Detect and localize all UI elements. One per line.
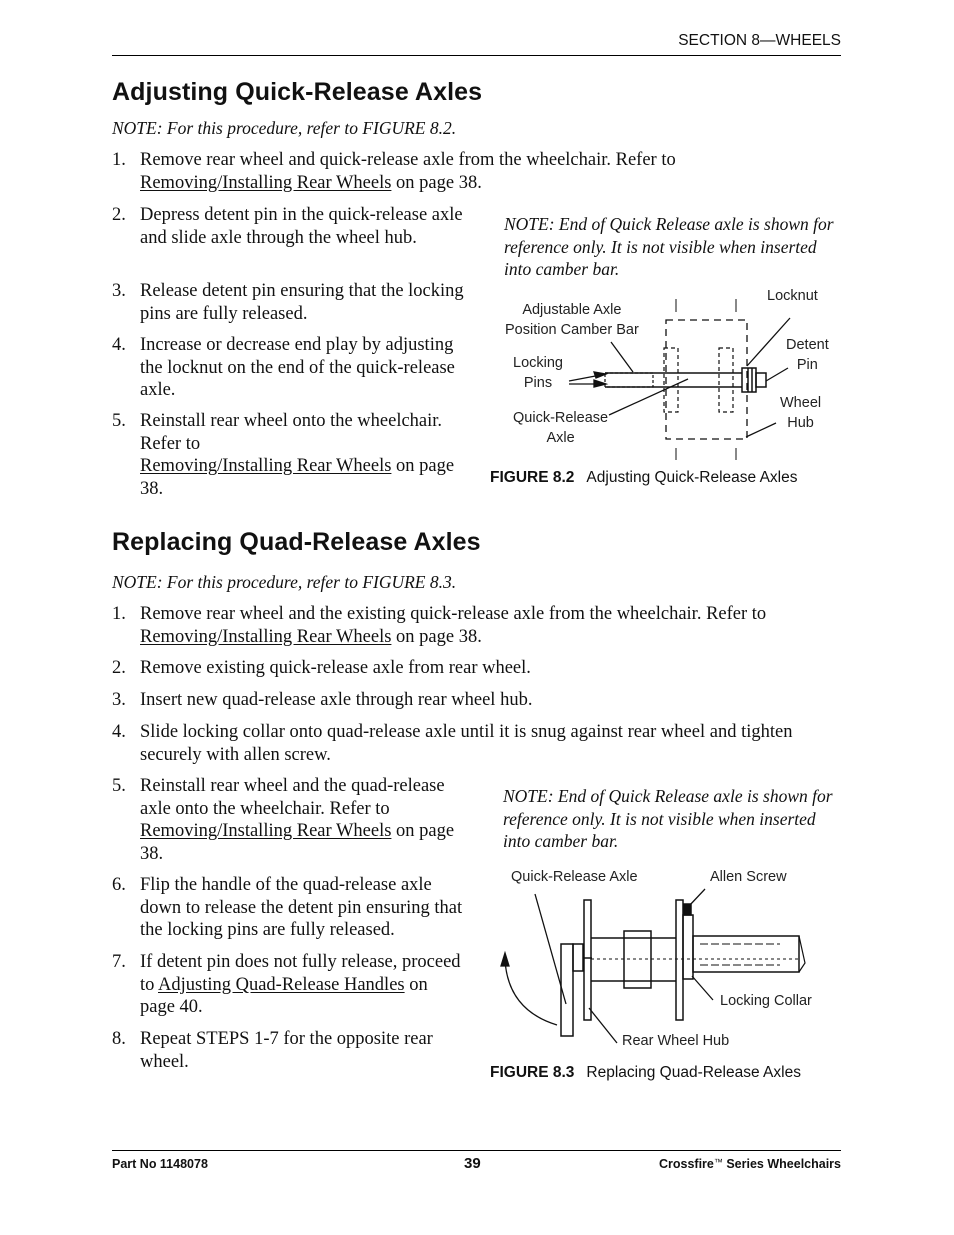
section-header: SECTION 8—WHEELS <box>678 32 841 49</box>
step-number: 5. <box>112 411 126 431</box>
link-removing-installing-rear-wheels[interactable]: Removing/Installing Rear Wheels <box>140 172 392 193</box>
section-title-replacing: Replacing Quad-Release Axles <box>112 528 481 556</box>
step-text: Remove rear wheel and the existing quick-release axle from the wheelchair. Refer to <box>140 604 767 624</box>
link-removing-installing-rear-wheels[interactable]: Removing/Installing Rear Wheels <box>140 456 392 476</box>
label-wheel-hub: Wheel Hub <box>780 395 822 431</box>
step-text: Increase or decrease end play by adjusting the locknut on the end of the quick-release axle. <box>140 335 455 400</box>
procedure-note: NOTE: For this procedure, refer to FIGURE 8.2. <box>112 118 457 138</box>
step-text: Depress detent pin in the quick-release axle and slide axle through the wheel hub. <box>140 205 463 248</box>
step-text: Remove existing quick-release axle from rear wheel. <box>140 658 531 678</box>
page-number: 39 <box>464 1155 481 1172</box>
step-number: 1. <box>112 604 126 624</box>
section-title-adjusting: Adjusting Quick-Release Axles <box>112 78 483 106</box>
link-adjusting-quad-release-handles[interactable]: Adjusting Quad-Release Handles <box>158 974 405 995</box>
link-removing-installing-rear-wheels[interactable]: Removing/Installing Rear Wheels <box>140 821 392 841</box>
step-number: 4. <box>112 722 126 742</box>
label-adjustable-axle: Adjustable Axle Position Camber Bar <box>505 302 639 338</box>
label-rear-wheel-hub: Rear Wheel Hub <box>622 1033 730 1049</box>
label-quick-release-axle: Quick-Release Axle <box>513 410 609 446</box>
figure-note: NOTE: End of Quick Release axle is shown for reference only. It is not visible when inserted into camber bar. <box>503 786 833 851</box>
step-text: on page 40. <box>140 974 428 1017</box>
figure-note: NOTE: End of Quick Release axle is shown for reference only. It is not visible when inserted into camber bar. <box>504 214 834 279</box>
step-number: 5. <box>112 776 126 796</box>
footer-part-number: Part No 1148078 <box>112 1157 208 1171</box>
step-number: 1. <box>112 150 126 170</box>
step-text: Repeat STEPS 1-7 for the opposite rear wheel. <box>140 1029 433 1072</box>
label-locking-pins: Locking Pins <box>513 355 563 391</box>
step-text: Remove rear wheel and quick-release axle from the wheelchair. Refer to <box>140 150 676 170</box>
label-quick-release-axle: Quick-Release Axle <box>511 869 638 885</box>
step-text: Reinstall rear wheel and the quad-release axle onto the wheelchair. Refer to <box>140 776 445 819</box>
footer-rule <box>112 1150 841 1151</box>
step-text: on page 38. <box>391 626 482 647</box>
step-number: 4. <box>112 335 126 355</box>
label-locknut: Locknut <box>767 288 818 304</box>
step-number: 2. <box>112 658 126 678</box>
step-number: 3. <box>112 281 126 301</box>
step-text: on page 38. <box>140 821 455 864</box>
step-text: If detent pin does not fully release, proceed to <box>140 952 461 995</box>
step-number: 2. <box>112 205 126 225</box>
figure-caption-8-3: FIGURE 8.3 Replacing Quad-Release Axles <box>490 1064 801 1081</box>
step-text: Release detent pin ensuring that the locking pins are fully released. <box>140 281 464 324</box>
step-text: on page 38. <box>391 172 482 193</box>
step-text: Flip the handle of the quad-release axle down to release the detent pin ensuring that the locking pins are fully released. <box>140 875 463 940</box>
step-number: 7. <box>112 952 126 972</box>
step-text: on page 38. <box>140 456 455 499</box>
step-text: Insert new quad-release axle through rear wheel hub. <box>140 690 533 710</box>
figure-caption-8-2: FIGURE 8.2 Adjusting Quick-Release Axles <box>490 469 798 486</box>
label-allen-screw: Allen Screw <box>710 869 787 885</box>
label-detent-pin: Detent Pin <box>786 337 829 373</box>
step-number: 8. <box>112 1029 126 1049</box>
step-text: Slide locking collar onto quad-release axle until it is snug against rear wheel and tighten securely with allen screw. <box>140 722 793 765</box>
footer-product: Crossfire™ Series Wheelchairs <box>658 1157 841 1171</box>
step-number: 3. <box>112 690 126 710</box>
step-text: Reinstall rear wheel onto the wheelchair. Refer to <box>140 411 443 454</box>
label-locking-collar: Locking Collar <box>720 993 812 1009</box>
step-number: 6. <box>112 875 126 895</box>
link-removing-installing-rear-wheels[interactable]: Removing/Installing Rear Wheels <box>140 626 392 647</box>
procedure-note: NOTE: For this procedure, refer to FIGURE 8.3. <box>112 572 457 592</box>
